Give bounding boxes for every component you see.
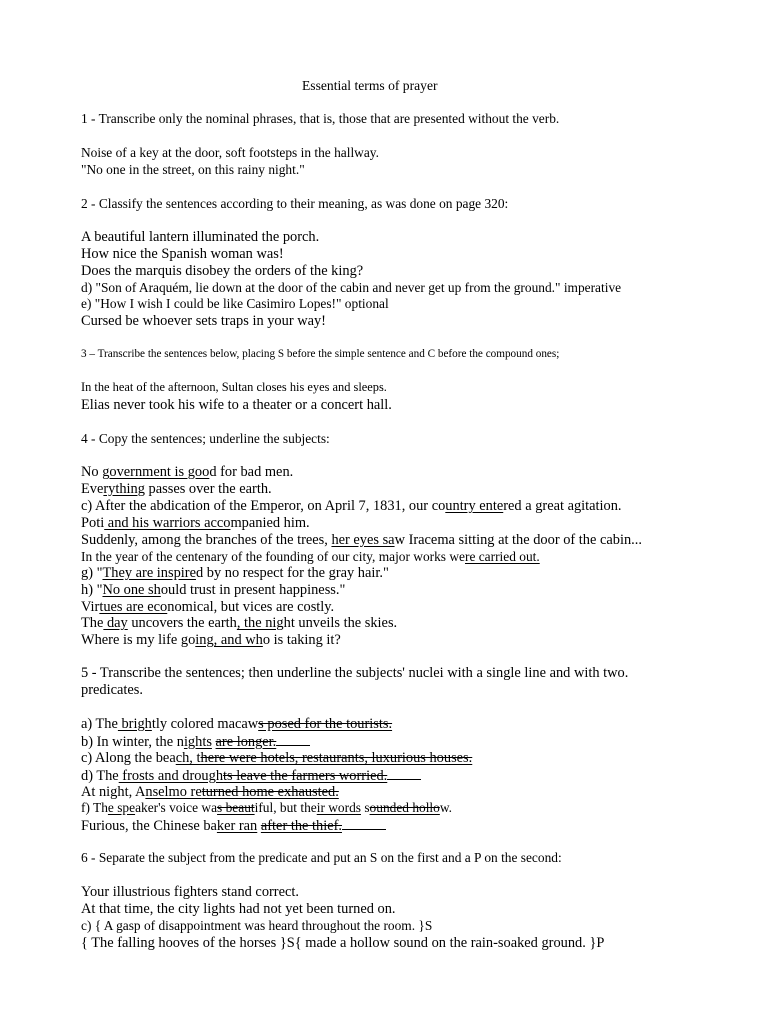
answer-blank bbox=[276, 733, 310, 746]
q2-line-6: Cursed be whoever sets traps in your way! bbox=[81, 313, 326, 329]
q6-line-3: c) { A gasp of disappointment was heard throughout the room. }S bbox=[81, 918, 433, 933]
q5-sentence-a: a) The brightly colored macaws posed for the tourists. bbox=[81, 716, 393, 732]
q4-sentence-f: In the year of the centenary of the founding of our city, major works were carried out. bbox=[81, 549, 540, 564]
q6-prompt: 6 - Separate the subject from the predicate and put an S on the first and a P on the second: bbox=[81, 850, 562, 865]
q4-sentence-e: Suddenly, among the branches of the trees, her eyes saw Iracema sitting at the door of the cabin... bbox=[81, 532, 642, 548]
q2-line-1: A beautiful lantern illuminated the porch. bbox=[81, 229, 320, 245]
q4-sentence-h: h) "No one should trust in present happiness." bbox=[81, 582, 346, 598]
answer-blank bbox=[387, 767, 421, 780]
q5-sentence-d: d) The frosts and droughts leave the farmers worried. bbox=[81, 767, 421, 784]
q6-line-4: { The falling hooves of the horses }S{ made a hollow sound on the rain-soaked ground. }P bbox=[81, 935, 605, 951]
q3-line-1: In the heat of the afternoon, Sultan closes his eyes and sleeps. bbox=[81, 380, 387, 394]
q5-sentence-f: f) The speaker's voice was beautiful, but their words sounded hollow. bbox=[81, 800, 452, 815]
q5-prompt-line-1: 5 - Transcribe the sentences; then underline the subjects' nuclei with a single line and with two. bbox=[81, 665, 629, 681]
q6-line-2: At that time, the city lights had not yet been turned on. bbox=[81, 901, 396, 917]
q4-sentence-k: Where is my life going, and who is taking it? bbox=[81, 632, 341, 648]
q5-sentence-g: Furious, the Chinese baker ran after the thief. bbox=[81, 817, 386, 834]
q4-sentence-d: Poti and his warriors accompanied him. bbox=[81, 515, 310, 531]
q3-line-2: Elias never took his wife to a theater or a concert hall. bbox=[81, 397, 392, 413]
q4-prompt: 4 - Copy the sentences; underline the subjects: bbox=[81, 431, 330, 446]
q4-sentence-c: c) After the abdication of the Emperor, on April 7, 1831, our country entered a great agitation. bbox=[81, 498, 622, 514]
q6-line-1: Your illustrious fighters stand correct. bbox=[81, 884, 299, 900]
q2-prompt: 2 - Classify the sentences according to their meaning, as was done on page 320: bbox=[81, 196, 509, 211]
q4-sentence-b: Everything passes over the earth. bbox=[81, 481, 272, 497]
q2-line-3: Does the marquis disobey the orders of the king? bbox=[81, 263, 364, 279]
q2-line-2: How nice the Spanish woman was! bbox=[81, 246, 284, 262]
q1-line-2: "No one in the street, on this rainy night." bbox=[81, 162, 305, 177]
q2-line-5: e) "How I wish I could be like Casimiro Lopes!" optional bbox=[81, 296, 389, 311]
q3-prompt: 3 – Transcribe the sentences below, placing S before the simple sentence and C before the compound ones; bbox=[81, 348, 560, 360]
q4-sentence-a: No government is good for bad men. bbox=[81, 464, 294, 480]
document-title: Essential terms of prayer bbox=[302, 78, 438, 93]
q1-line-1: Noise of a key at the door, soft footsteps in the hallway. bbox=[81, 145, 379, 160]
q4-sentence-i: Virtues are economical, but vices are costly. bbox=[81, 599, 335, 615]
q4-sentence-g: g) "They are inspired by no respect for the gray hair." bbox=[81, 565, 389, 581]
q1-prompt: 1 - Transcribe only the nominal phrases, that is, those that are presented without the verb. bbox=[81, 111, 560, 126]
q5-sentence-e: At night, Anselmo returned home exhausted. bbox=[81, 784, 339, 800]
q4-sentence-j: The day uncovers the earth, the night unveils the skies. bbox=[81, 615, 398, 631]
answer-blank bbox=[342, 817, 386, 830]
q5-sentence-b: b) In winter, the nights are longer. bbox=[81, 733, 310, 750]
q2-line-4: d) "Son of Araquém, lie down at the door of the cabin and never get up from the ground." imperative bbox=[81, 280, 622, 295]
q5-prompt-line-2: predicates. bbox=[81, 682, 143, 698]
q5-sentence-c: c) Along the beach, there were hotels, restaurants, luxurious houses. bbox=[81, 750, 473, 766]
